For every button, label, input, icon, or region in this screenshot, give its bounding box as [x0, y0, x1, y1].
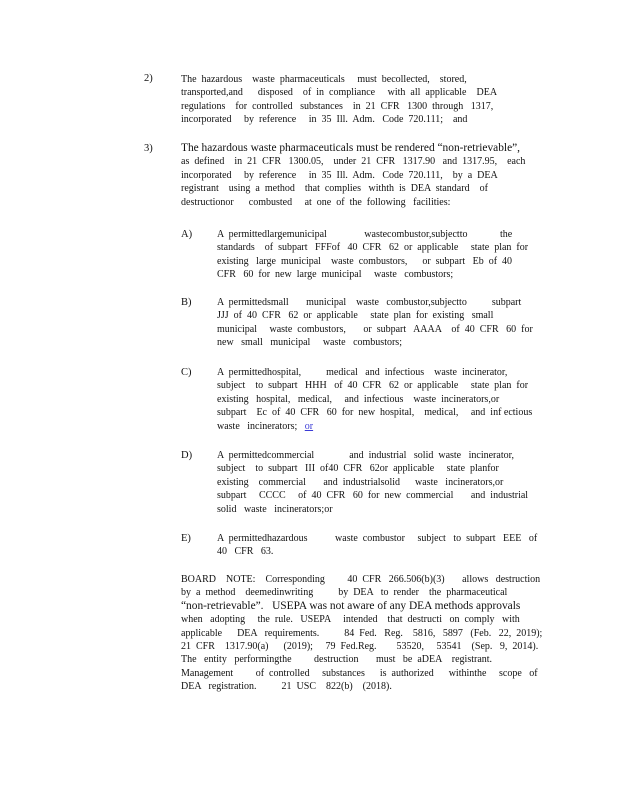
- subitem-c-label: C): [181, 367, 192, 378]
- board-note: [181, 573, 551, 694]
- subitem-c-line: subject to subpart HHH of 40 CFR 62 or applicable state plan for: [217, 380, 529, 392]
- item-2-line: transported,and disposed of in compliance with all applicable DEA: [181, 87, 498, 99]
- subitem-c-last-text: waste incinerators;: [217, 420, 305, 432]
- subitem-b-text: [217, 296, 537, 350]
- subitem-d-line: A permittedcommercial and industrial solid waste incinerator,: [217, 450, 515, 461]
- subitem-d-line: solid waste incinerators;or: [217, 503, 333, 515]
- board-note-line: applicable DEA requirements. 84 Fed. Reg. 5816, 5897 (Feb. 22, 2019);: [181, 627, 543, 639]
- item-3-number: 3): [144, 143, 153, 154]
- inserted-or-text: or: [304, 420, 314, 432]
- subitem-c-text: [217, 366, 537, 433]
- item-2-number: 2): [144, 73, 153, 84]
- subitem-e-text: [217, 532, 537, 559]
- subitem-a-line: standards of subpart FFFof 40 CFR 62 or applicable state plan for: [217, 242, 529, 254]
- board-note-line: Management of controlled substances is authorized withinthe scope of: [181, 667, 538, 679]
- board-note-line: The entity performingthe destruction must be aDEA registrant.: [181, 654, 493, 666]
- item-2-line: The hazardous waste pharmaceuticals must becollected, stored,: [181, 74, 467, 85]
- subitem-d-line: subject to subpart III of40 CFR 62or applicable state planfor: [217, 463, 499, 475]
- subitem-e-label: E): [181, 533, 191, 544]
- board-note-line: BOARD NOTE: Corresponding 40 CFR 266.506(b)(3) allows destruction: [181, 574, 541, 585]
- subitem-b-line: municipal waste combustors, or subpart AAAA of 40 CFR 60 for: [217, 323, 533, 335]
- subitem-d-line: existing commercial and industrialsolid waste incinerators,or: [217, 476, 504, 488]
- subitem-a-line: A permittedlargemunicipal wastecombustor,subjectto the: [217, 229, 513, 240]
- item-3-text: [181, 142, 551, 209]
- subitem-c-line: subpart Ec of 40 CFR 60 for new hospital, medical, and inf ectious: [217, 407, 533, 419]
- subitem-a-line: CFR 60 for new large municipal waste combustors;: [217, 269, 454, 281]
- subitem-d-label: D): [181, 450, 193, 461]
- subitem-d-line: subpart CCCC of 40 CFR 60 for new commercial and industrial: [217, 490, 529, 502]
- item-3-line: incorporated by reference in 35 Ill. Adm. Code 720.111, by a DEA: [181, 169, 498, 181]
- board-note-line: by a method deemedinwriting by DEA to render the pharmaceutical: [181, 587, 508, 599]
- subitem-a-text: [217, 228, 537, 282]
- board-note-line: “non-retrievable”. USEPA was not aware of any DEA methods approvals: [181, 599, 521, 612]
- subitem-c-line: existing hospital, medical, and infectious waste incinerators,or: [217, 393, 500, 405]
- subitem-b-line: JJJ of 40 CFR 62 or applicable state plan for existing small: [217, 310, 494, 322]
- subitem-c-line: [217, 420, 537, 433]
- item-2-text: [181, 73, 521, 127]
- item-2-line: incorporated by reference in 35 Ill. Adm. Code 720.111; and: [181, 114, 468, 126]
- item-3-line: registrant using a method that complies withth is DEA standard of: [181, 183, 488, 195]
- board-note-line: 21 CFR 1317.90(a) (2019); 79 Fed.Reg. 53520, 53541 (Sep. 9, 2014).: [181, 641, 539, 653]
- item-2-line: regulations for controlled substances in 21 CFR 1300 through 1317,: [181, 100, 494, 112]
- subitem-a-label: A): [181, 229, 193, 240]
- subitem-c-line: A permittedhospital, medical and infectious waste incinerator,: [217, 367, 508, 378]
- subitem-a-line: existing large municipal waste combustors, or subpart Eb of 40: [217, 255, 513, 267]
- board-note-line: when adopting the rule. USEPA intended that destructi on comply with: [181, 614, 520, 626]
- board-note-line: DEA registration. 21 USC 822(b) (2018).: [181, 681, 392, 693]
- subitem-b-label: B): [181, 297, 192, 308]
- item-3-lead-line: The hazardous waste pharmaceuticals must be rendered “non-retrievable”,: [181, 142, 521, 154]
- subitem-e-line: 40 CFR 63.: [217, 546, 274, 558]
- subitem-d-text: [217, 449, 537, 516]
- subitem-e-line: A permittedhazardous waste combustor subject to subpart EEE of: [217, 533, 538, 544]
- item-3-line: destructionor combusted at one of the following facilities:: [181, 196, 451, 208]
- subitem-b-line: A permittedsmall municipal waste combustor,subjectto subpart: [217, 297, 522, 308]
- subitem-b-line: new small municipal waste combustors;: [217, 337, 402, 349]
- item-3-line: as defined in 21 CFR 1300.05, under 21 CFR 1317.90 and 1317.95, each: [181, 156, 526, 168]
